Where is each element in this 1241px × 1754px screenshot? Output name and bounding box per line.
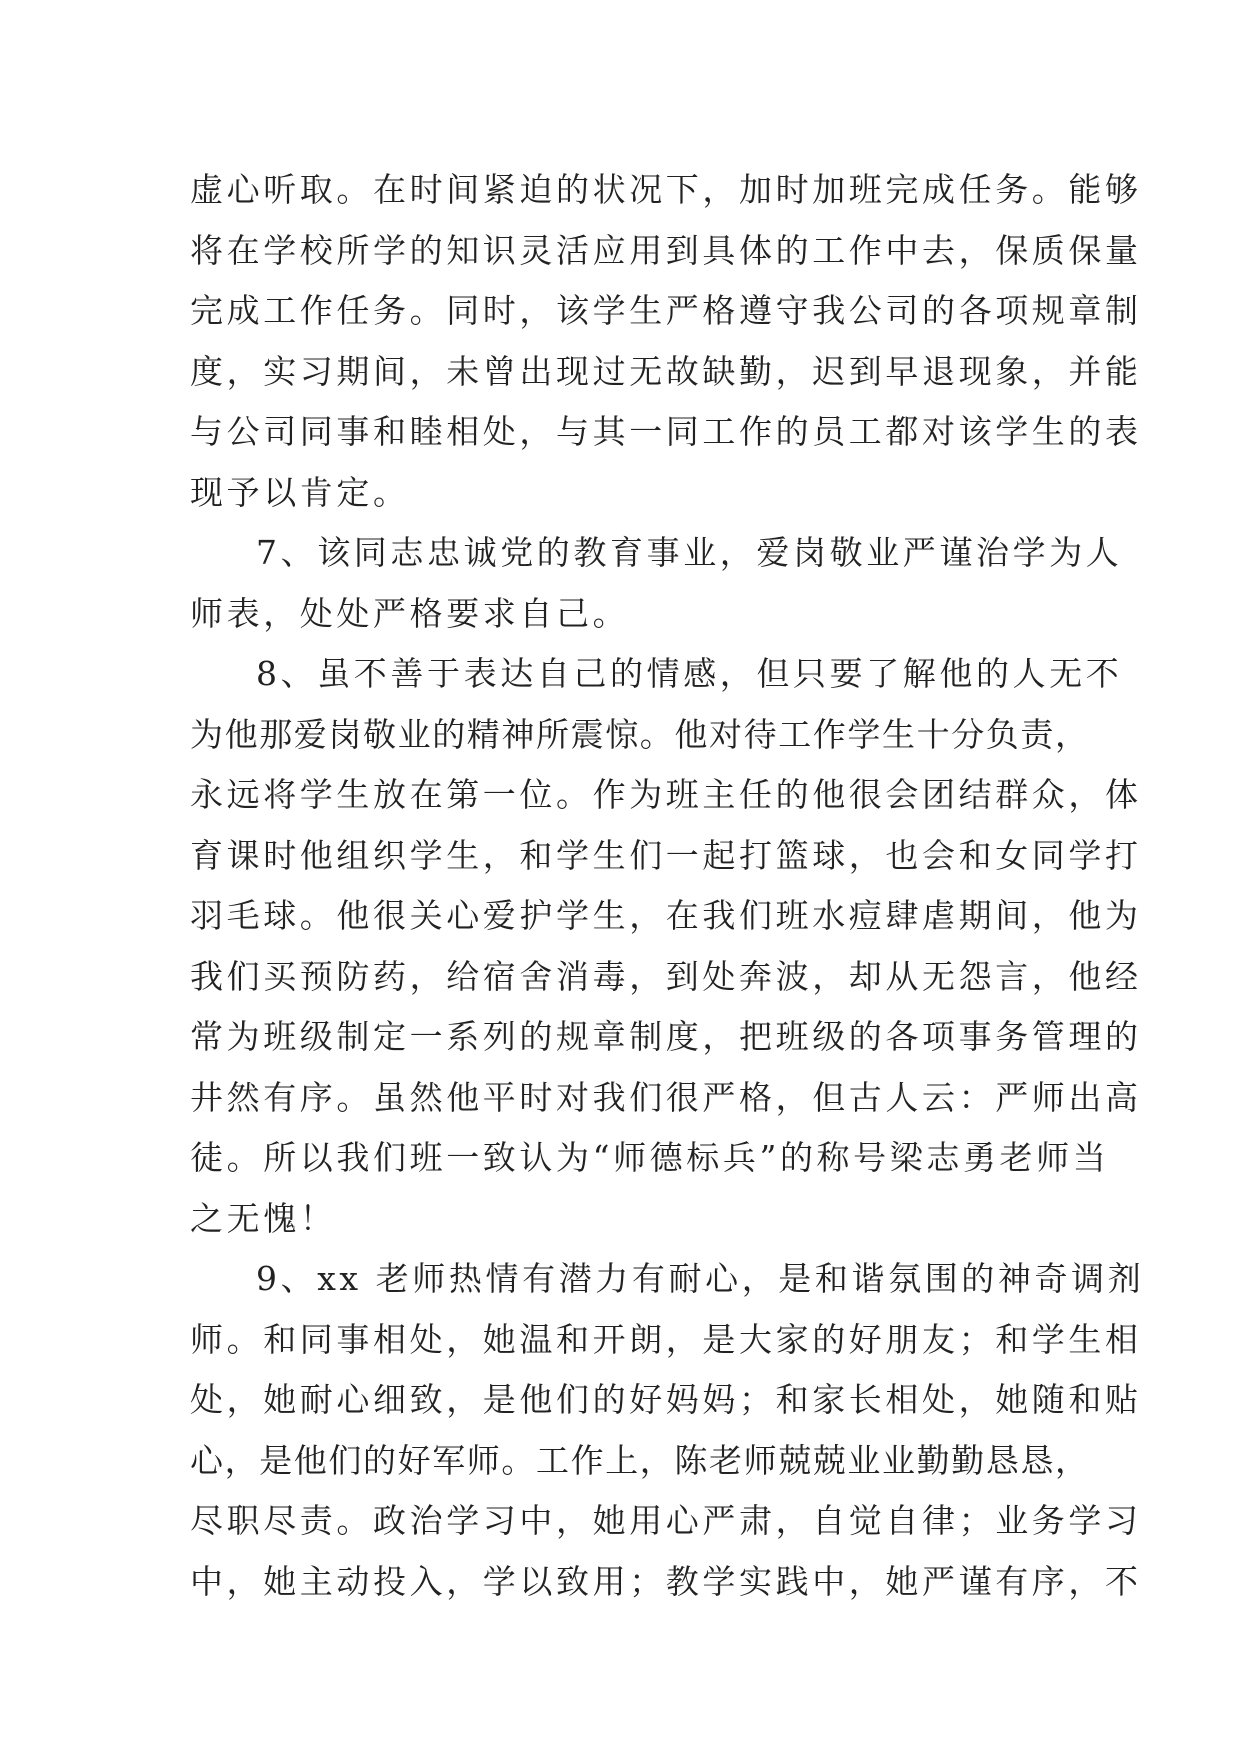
paragraph-4-line-6: 中，她主动投入，学以致用；教学实践中，她严谨有序，不 [190,1561,1142,1601]
paragraph-1-line-4: 度，实习期间，未曾出现过无故缺勤，迟到早退现象，并能 [190,351,1142,391]
paragraph-2-line-2: 师表，处处严格要求自己。 [190,593,630,633]
paragraph-3-line-1: 8、虽不善于表达自己的情感，但只要了解他的人无不 [256,654,1123,693]
paragraph-3-line-8: 井然有序。虽然他平时对我们很严格，但古人云：严师出高 [190,1077,1142,1117]
paragraph-1-line-6: 现予以肯定。 [190,472,410,512]
paragraph-4-line-3: 处，她耐心细致，是他们的好妈妈；和家长相处，她随和贴 [190,1380,1142,1419]
paragraph-1-line-2: 将在学校所学的知识灵活应用到具体的工作中去，保质保量 [190,230,1142,270]
paragraph-1-line-1: 虚心听取。在时间紧迫的状况下，加时加班完成任务。能够 [190,170,1142,209]
paragraph-2-line-1: 7、该同志忠诚党的教育事业，爱岗敬业严谨治学为人 [256,533,1123,572]
paragraph-1-line-3: 完成工作任务。同时，该学生严格遵守我公司的各项规章制 [190,291,1142,330]
paragraph-3-line-7: 常为班级制定一系列的规章制度，把班级的各项事务管理的 [190,1017,1142,1056]
paragraph-4-line-4: 心，是他们的好军师。工作上，陈老师兢兢业业勤勤恳恳， [190,1440,1090,1480]
paragraph-4-line-2: 师。和同事相处，她温和开朗，是大家的好朋友；和学生相 [190,1319,1142,1359]
paragraph-3-line-5: 羽毛球。他很关心爱护学生，在我们班水痘肆虐期间，他为 [190,896,1142,935]
paragraph-3-line-4: 育课时他组织学生，和学生们一起打篮球，也会和女同学打 [190,835,1142,875]
paragraph-1-line-5: 与公司同事和睦相处，与其一同工作的员工都对该学生的表 [190,412,1142,451]
paragraph-3-line-10: 之无愧！ [190,1198,337,1238]
document-body [190,160,1145,1612]
paragraph-3-line-6: 我们买预防药，给宿舍消毒，到处奔波，却从无怨言，他经 [190,956,1142,996]
paragraph-4-line-5: 尽职尽责。政治学习中，她用心严肃，自觉自律；业务学习 [190,1501,1142,1540]
paragraph-3-line-2: 为他那爱岗敬业的精神所震惊。他对待工作学生十分负责， [190,714,1090,754]
paragraph-4-line-1: 9、xx 老师热情有潜力有耐心，是和谐氛围的神奇调剂 [256,1259,1145,1298]
paragraph-3-line-9: 徒。所以我们班一致认为“师德标兵”的称号梁志勇老师当 [190,1138,1110,1177]
paragraph-3-line-3: 永远将学生放在第一位。作为班主任的他很会团结群众，体 [190,775,1142,814]
